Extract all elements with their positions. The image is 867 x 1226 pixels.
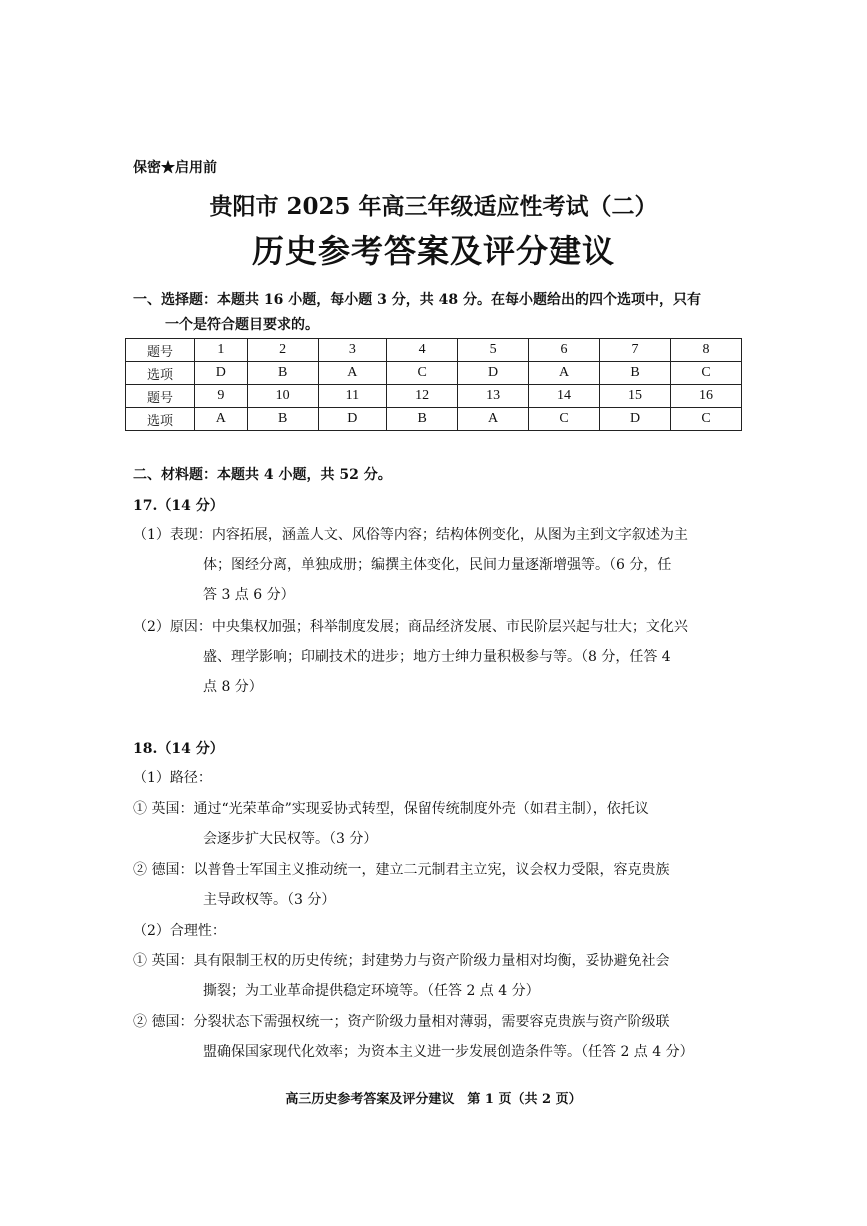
- q18-path-de-lead: ② 德国：: [133, 862, 194, 878]
- q17-part1-line2: 体；图经分离，单独成册；编撰主体变化，民间力量逐渐增强等。（6 分，任: [203, 557, 672, 573]
- q18-path-uk-lead: ① 英国：: [133, 801, 194, 817]
- q17-part2-line3: 点 8 分）: [203, 679, 263, 695]
- table-cell: 6: [529, 339, 600, 362]
- table-cell: 8: [671, 339, 742, 362]
- q17-part1: [133, 520, 738, 610]
- table-cell: 13: [458, 385, 529, 408]
- q18-path-uk-line2: 会逐步扩大民权等。（3 分）: [203, 831, 378, 847]
- table-row-question-9-16: [126, 385, 742, 408]
- section1-line2: 一个是符合题目要求的。: [165, 317, 319, 333]
- q18-reason-uk-lead: ① 英国：: [133, 953, 194, 969]
- answer-table: [125, 338, 742, 431]
- page-footer: 高三历史参考答案及评分建议 第 1 页（共 2 页）: [285, 1092, 582, 1107]
- table-cell: 10: [247, 385, 318, 408]
- table-cell: B: [247, 362, 318, 385]
- table-header-cell: 题号: [126, 385, 195, 408]
- q17-part1-line3: 答 3 点 6 分）: [203, 587, 295, 603]
- table-cell: A: [529, 362, 600, 385]
- table-cell: D: [318, 408, 387, 431]
- table-cell: C: [671, 408, 742, 431]
- table-cell: A: [318, 362, 387, 385]
- q17-part2-lead: （2）原因：: [133, 619, 212, 635]
- q18-path-de-line2: 主导政权等。（3 分）: [203, 892, 336, 908]
- q17-part2-line1: 中央集权加强；科举制度发展；商品经济发展、市民阶层兴起与壮大；文化兴: [211, 619, 688, 635]
- table-cell: 2: [247, 339, 318, 362]
- q17-part1-lead: （1）表现：: [133, 527, 212, 543]
- table-cell: C: [671, 362, 742, 385]
- table-cell: 11: [318, 385, 387, 408]
- table-cell: C: [387, 362, 458, 385]
- q18-path-de: [133, 855, 738, 915]
- table-cell: D: [195, 362, 248, 385]
- table-row-question-1-8: [126, 339, 742, 362]
- q18-reason-de-lead: ② 德国：: [133, 1014, 194, 1030]
- q17-title: 17.（14 分）: [133, 498, 224, 514]
- q18-reason-uk-line2: 撕裂；为工业革命提供稳定环境等。（任答 2 点 4 分）: [203, 983, 540, 999]
- q17-part2-line2: 盛、理学影响；印刷技术的进步；地方士绅力量积极参与等。（8 分，任答 4: [203, 649, 671, 665]
- section2-heading: 二、材料题：本题共 4 小题，共 52 分。: [133, 467, 392, 483]
- q18-part1-label: （1）路径：: [133, 770, 212, 786]
- q18-path-uk-line1: 通过“光荣革命”实现妥协式转型，保留传统制度外壳（如君主制），依托议: [193, 801, 649, 817]
- table-cell: 1: [195, 339, 248, 362]
- table-cell: 7: [600, 339, 671, 362]
- table-cell: A: [458, 408, 529, 431]
- table-cell: 5: [458, 339, 529, 362]
- table-header-cell: 选项: [126, 362, 195, 385]
- table-cell: D: [458, 362, 529, 385]
- q18-reason-uk: [133, 946, 738, 1006]
- q18-reason-de: [133, 1007, 738, 1067]
- table-cell: D: [600, 408, 671, 431]
- q18-reason-uk-line1: 具有限制王权的历史传统；封建势力与资产阶级力量相对均衡，妥协避免社会: [193, 953, 670, 969]
- table-cell: B: [247, 408, 318, 431]
- document-title: 历史参考答案及评分建议: [251, 232, 615, 270]
- table-cell: 15: [600, 385, 671, 408]
- q18-reason-de-line1: 分裂状态下需强权统一；资产阶级力量相对薄弱，需要容克贵族与资产阶级联: [193, 1014, 670, 1030]
- exam-title: 贵阳市 2025 年高三年级适应性考试（二）: [209, 193, 658, 220]
- table-cell: C: [529, 408, 600, 431]
- q17-part2: [133, 612, 738, 702]
- q17-part1-line1: 内容拓展，涵盖人文、风俗等内容；结构体例变化，从图为主到文字叙述为主: [211, 527, 688, 543]
- table-cell: 16: [671, 385, 742, 408]
- table-header-cell: 题号: [126, 339, 195, 362]
- q18-path-de-line1: 以普鲁士军国主义推动统一，建立二元制君主立宪，议会权力受限，容克贵族: [193, 862, 670, 878]
- table-cell: B: [600, 362, 671, 385]
- section1-instructions: [133, 288, 743, 338]
- q18-reason-de-line2: 盟确保国家现代化效率；为资本主义进一步发展创造条件等。（任答 2 点 4 分）: [203, 1044, 694, 1060]
- q18-part2-label: （2）合理性：: [133, 923, 226, 939]
- table-cell: 4: [387, 339, 458, 362]
- section1-line1: 一、选择题：本题共 16 小题，每小题 3 分，共 48 分。在每小题给出的四个选项中，只有: [133, 292, 701, 308]
- table-cell: 12: [387, 385, 458, 408]
- confidential-label: 保密★启用前: [133, 160, 217, 176]
- table-header-cell: 选项: [126, 408, 195, 431]
- table-row-answer-1-8: [126, 362, 742, 385]
- table-cell: 9: [195, 385, 248, 408]
- table-cell: A: [195, 408, 248, 431]
- q18-title: 18.（14 分）: [133, 741, 224, 757]
- table-cell: 14: [529, 385, 600, 408]
- q18-path-uk: [133, 794, 738, 854]
- table-row-answer-9-16: [126, 408, 742, 431]
- table-cell: B: [387, 408, 458, 431]
- table-cell: 3: [318, 339, 387, 362]
